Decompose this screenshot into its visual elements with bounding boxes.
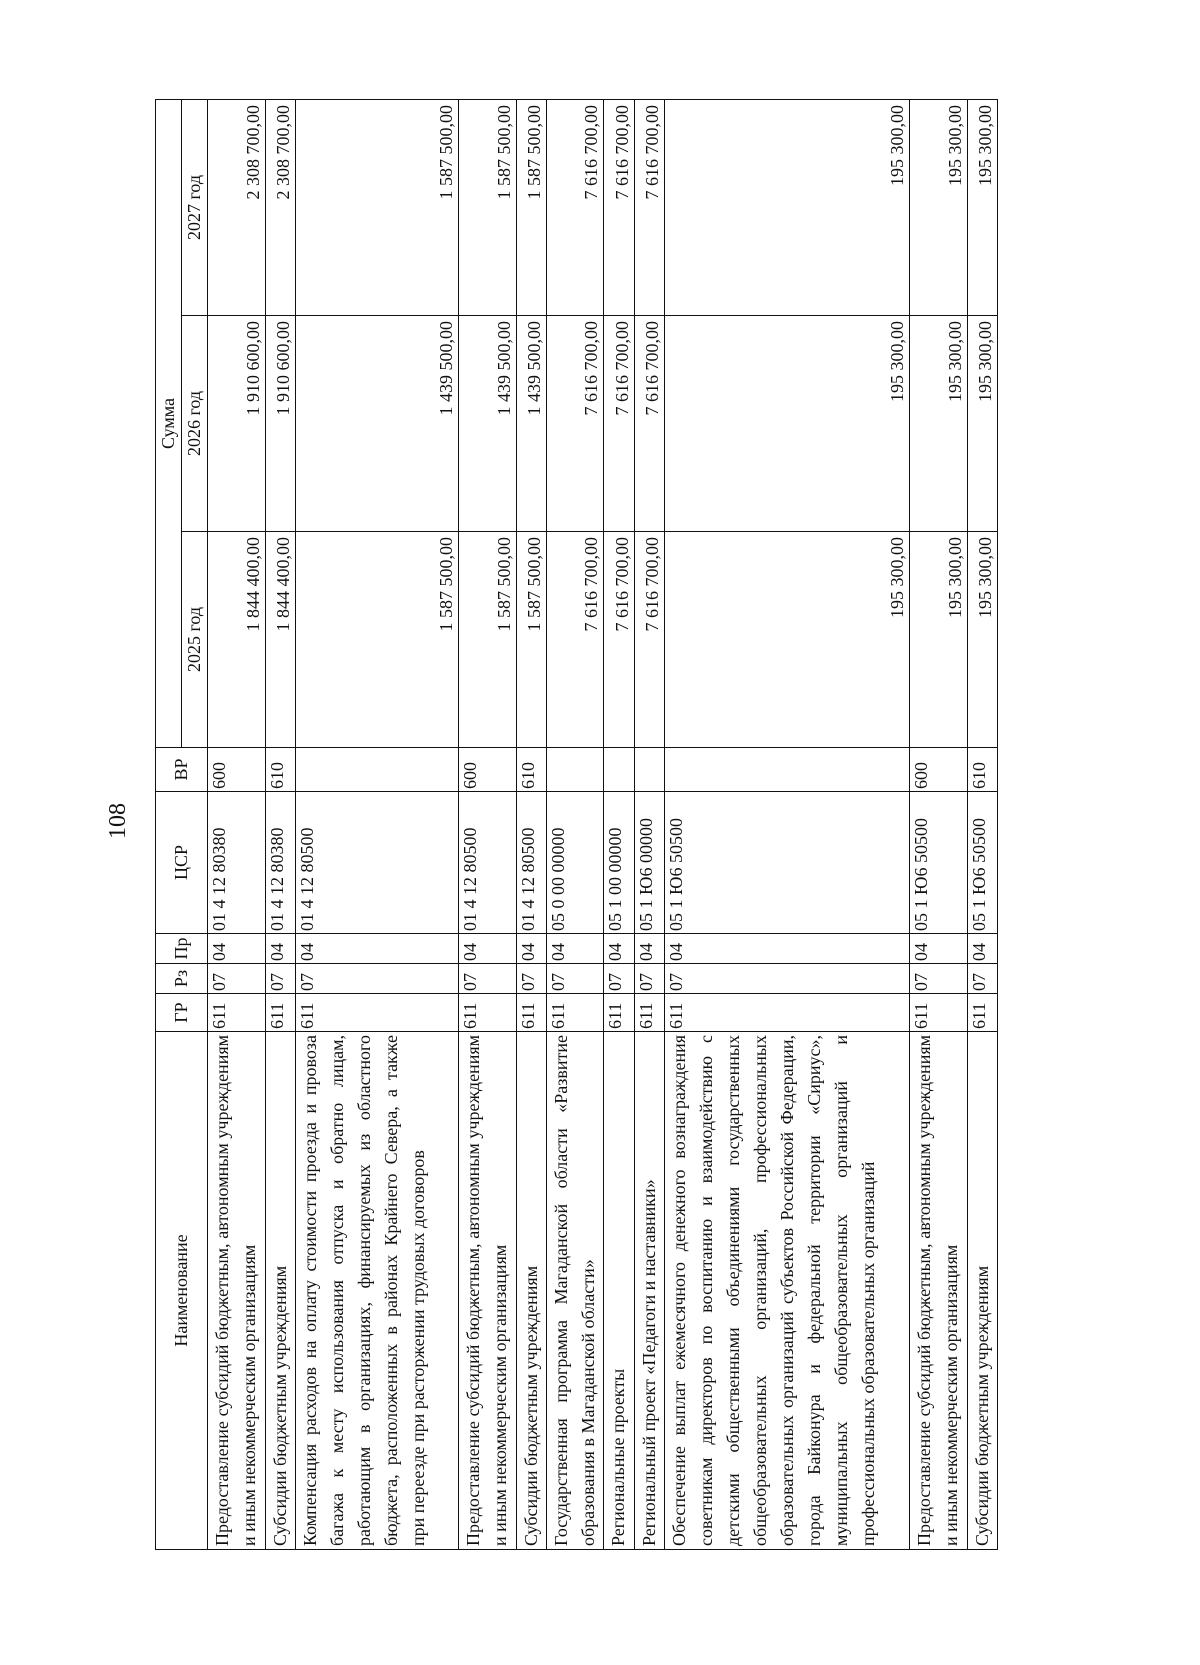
row-2027: 1 587 500,00	[295, 99, 458, 315]
row-csr: 05 1 Ю6 00000	[634, 792, 664, 934]
row-rz: 07	[208, 964, 266, 994]
budget-table-wrapper	[155, 100, 998, 1550]
row-csr: 01 4 12 80500	[516, 792, 546, 934]
row-gr: 611	[604, 994, 634, 1032]
row-csr: 05 1 Ю6 50500	[967, 792, 997, 934]
header-csr: ЦСР	[156, 792, 208, 934]
row-name: Субсидии бюджетным учреждениям	[516, 1032, 546, 1550]
table-row	[665, 99, 910, 1549]
row-2026: 1 910 600,00	[265, 316, 295, 532]
row-2026: 1 910 600,00	[208, 316, 266, 532]
row-2027: 2 308 700,00	[265, 99, 295, 315]
table-row	[910, 99, 968, 1549]
row-2025: 1 844 400,00	[265, 532, 295, 748]
row-rz: 07	[295, 964, 458, 994]
row-vr: 610	[516, 748, 546, 792]
header-2027: 2027 год	[182, 99, 208, 315]
row-2027: 195 300,00	[910, 99, 968, 315]
row-vr: 600	[910, 748, 968, 792]
header-2026: 2026 год	[182, 316, 208, 532]
row-gr: 611	[546, 994, 604, 1032]
row-vr	[546, 748, 604, 792]
row-rz: 07	[459, 964, 517, 994]
table-row	[604, 99, 634, 1549]
row-2025: 1 844 400,00	[208, 532, 266, 748]
header-sum: Сумма	[156, 99, 182, 747]
row-2027: 7 616 700,00	[546, 99, 604, 315]
row-2027: 7 616 700,00	[604, 99, 634, 315]
row-2026: 7 616 700,00	[634, 316, 664, 532]
row-pr: 04	[459, 934, 517, 964]
row-2026: 7 616 700,00	[604, 316, 634, 532]
row-rz: 07	[910, 964, 968, 994]
row-vr: 600	[459, 748, 517, 792]
row-name: Компенсация расходов на оплату стоимости проезда и провоза багажа к месту использования отпуска и обратно лицам, работающим в организациях, финансируемых из областного бюджета, расположенных в районах Крайнего Севера, а также при переезде при расторжении трудовых договоров	[295, 1032, 458, 1550]
row-2025: 7 616 700,00	[634, 532, 664, 748]
row-name: Региональный проект «Педагоги и наставники»	[634, 1032, 664, 1550]
row-vr: 610	[265, 748, 295, 792]
row-2026: 1 439 500,00	[295, 316, 458, 532]
row-csr: 01 4 12 80500	[295, 792, 458, 934]
row-2026: 1 439 500,00	[516, 316, 546, 532]
row-vr	[634, 748, 664, 792]
row-2027: 1 587 500,00	[516, 99, 546, 315]
row-csr: 05 1 00 00000	[604, 792, 634, 934]
row-rz: 07	[265, 964, 295, 994]
row-csr: 05 1 Ю6 50500	[665, 792, 910, 934]
header-rz: Рз	[156, 964, 208, 994]
row-2026: 195 300,00	[910, 316, 968, 532]
header-2025: 2025 год	[182, 532, 208, 748]
row-csr: 01 4 12 80380	[265, 792, 295, 934]
row-gr: 611	[265, 994, 295, 1032]
row-name: Региональные проекты	[604, 1032, 634, 1550]
row-name: Предоставление субсидий бюджетным, автономным учреждениям и иным некоммерческим организациям	[208, 1032, 266, 1550]
row-csr: 05 0 00 00000	[546, 792, 604, 934]
row-rz: 07	[604, 964, 634, 994]
table-body	[208, 99, 998, 1549]
page-number: 108	[105, 803, 131, 839]
row-vr: 610	[967, 748, 997, 792]
row-2025: 7 616 700,00	[604, 532, 634, 748]
row-pr: 04	[634, 934, 664, 964]
row-2025: 7 616 700,00	[546, 532, 604, 748]
row-vr	[604, 748, 634, 792]
row-2026: 1 439 500,00	[459, 316, 517, 532]
row-2025: 1 587 500,00	[295, 532, 458, 748]
row-rz: 07	[967, 964, 997, 994]
row-2027: 1 587 500,00	[459, 99, 517, 315]
row-rz: 07	[634, 964, 664, 994]
row-pr: 04	[265, 934, 295, 964]
row-pr: 04	[516, 934, 546, 964]
row-gr: 611	[910, 994, 968, 1032]
row-2025: 195 300,00	[665, 532, 910, 748]
row-name: Предоставление субсидий бюджетным, автономным учреждениям и иным некоммерческим организациям	[910, 1032, 968, 1550]
row-2027: 7 616 700,00	[634, 99, 664, 315]
header-vr: ВР	[156, 748, 208, 792]
row-gr: 611	[208, 994, 266, 1032]
table-row	[634, 99, 664, 1549]
row-vr	[295, 748, 458, 792]
row-2027: 2 308 700,00	[208, 99, 266, 315]
header-gr: ГР	[156, 994, 208, 1032]
row-name: Субсидии бюджетным учреждениям	[967, 1032, 997, 1550]
row-gr: 611	[295, 994, 458, 1032]
row-csr: 01 4 12 80500	[459, 792, 517, 934]
row-vr: 600	[208, 748, 266, 792]
table-row	[265, 99, 295, 1549]
row-gr: 611	[516, 994, 546, 1032]
table-row	[516, 99, 546, 1549]
row-rz: 07	[546, 964, 604, 994]
row-pr: 04	[604, 934, 634, 964]
row-2026: 195 300,00	[665, 316, 910, 532]
row-2026: 195 300,00	[967, 316, 997, 532]
row-2025: 1 587 500,00	[459, 532, 517, 748]
row-name: Субсидии бюджетным учреждениям	[265, 1032, 295, 1550]
header-name: Наименование	[156, 1032, 208, 1550]
row-pr: 04	[967, 934, 997, 964]
row-gr: 611	[665, 994, 910, 1032]
table-row	[459, 99, 517, 1549]
row-2026: 7 616 700,00	[546, 316, 604, 532]
table-row	[295, 99, 458, 1549]
row-gr: 611	[967, 994, 997, 1032]
row-csr: 05 1 Ю6 50500	[910, 792, 968, 934]
table-row	[967, 99, 997, 1549]
row-gr: 611	[634, 994, 664, 1032]
row-name: Государственная программа Магаданской области «Развитие образования в Магаданской области»	[546, 1032, 604, 1550]
row-2025: 195 300,00	[910, 532, 968, 748]
row-pr: 04	[208, 934, 266, 964]
budget-table	[155, 99, 998, 1550]
row-csr: 01 4 12 80380	[208, 792, 266, 934]
row-2025: 1 587 500,00	[516, 532, 546, 748]
table-row	[208, 99, 266, 1549]
table-row	[546, 99, 604, 1549]
row-pr: 04	[910, 934, 968, 964]
row-name: Предоставление субсидий бюджетным, автономным учреждениям и иным некоммерческим организациям	[459, 1032, 517, 1550]
row-gr: 611	[459, 994, 517, 1032]
row-name: Обеспечение выплат ежемесячного денежного вознаграждения советникам директоров по воспитанию и взаимодействию с детскими общественными объединениями государственных общеобразовательных организаций, профессиональных образовательных организаций субъектов Российской Федерации, города Байконура и федеральной территории «Сириус», муниципальных общеобразовательных организаций и профессиональных образовательных организаций	[665, 1032, 910, 1550]
row-2027: 195 300,00	[665, 99, 910, 315]
row-2027: 195 300,00	[967, 99, 997, 315]
row-pr: 04	[546, 934, 604, 964]
row-pr: 04	[295, 934, 458, 964]
row-pr: 04	[665, 934, 910, 964]
row-vr	[665, 748, 910, 792]
row-rz: 07	[665, 964, 910, 994]
table-header	[156, 99, 208, 1549]
row-rz: 07	[516, 964, 546, 994]
row-2025: 195 300,00	[967, 532, 997, 748]
header-pr: Пр	[156, 934, 208, 964]
